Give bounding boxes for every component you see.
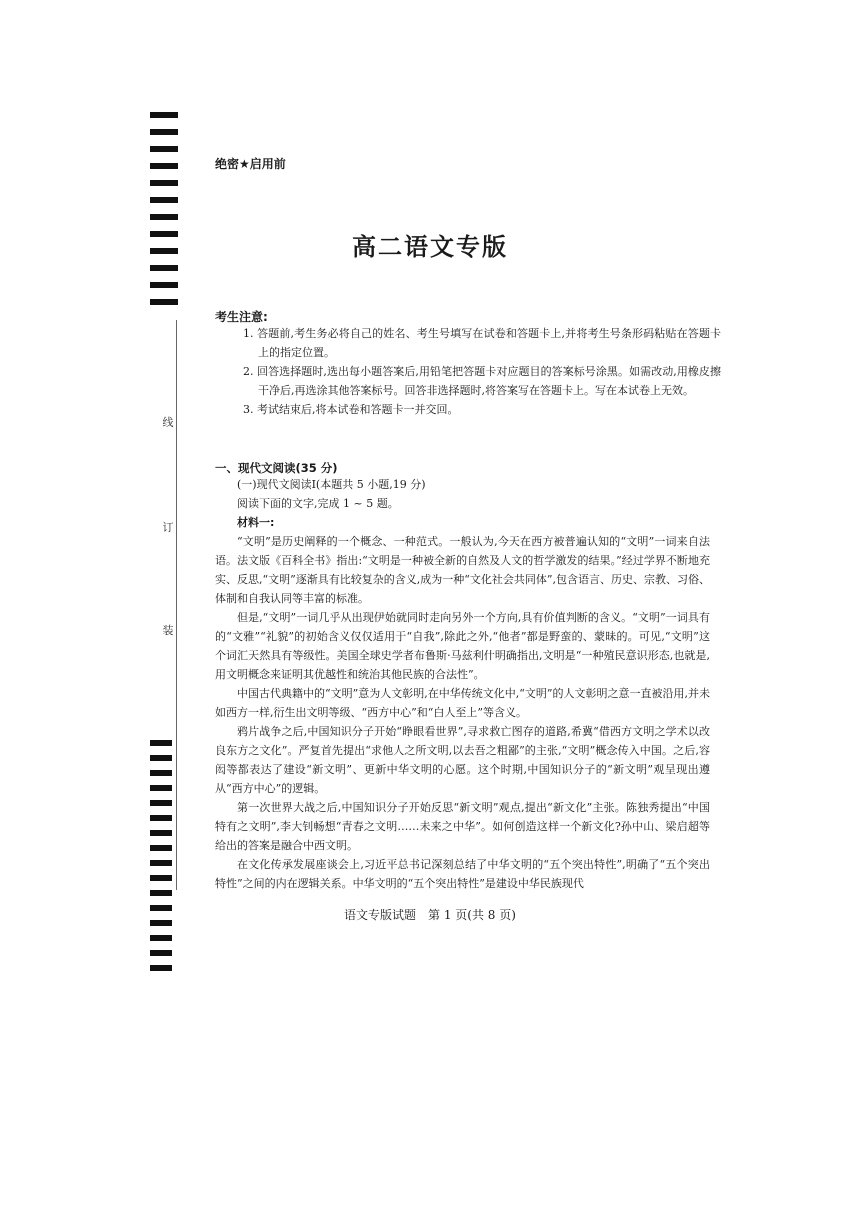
confidential-label: 绝密★启用前 xyxy=(215,157,286,171)
binding-bar xyxy=(150,800,172,806)
reading-instruction: 阅读下面的文字,完成 1 ~ 5 题。 xyxy=(237,497,399,510)
binding-bar xyxy=(150,935,172,941)
page-footer: 语文专版试题 第 1 页(共 8 页) xyxy=(344,908,516,922)
binding-bar xyxy=(150,950,172,956)
section-heading: 一、现代文阅读(35 分) xyxy=(215,461,338,475)
binding-label-line: 线 xyxy=(162,416,174,429)
binding-bar xyxy=(150,770,172,776)
binding-bar xyxy=(150,163,178,169)
binding-bar xyxy=(150,112,178,118)
binding-bar xyxy=(150,197,178,203)
page-title: 高二语文专版 xyxy=(352,233,508,261)
material-label xyxy=(215,513,710,532)
passage-paragraph: 在文化传承发展座谈会上,习近平总书记深刻总结了中华文明的“五个突出特性”,明确了“五个突出特性”之间的内在逻辑关系。中华文明的“五个突出特性”是建设中华民族现代 xyxy=(215,858,710,890)
binding-label-order: 订 xyxy=(162,521,174,534)
notice-list xyxy=(243,324,721,419)
binding-bar xyxy=(150,299,178,305)
binding-bar xyxy=(150,965,172,971)
notice-item: 3. 考试结束后,将本试卷和答题卡一并交回。 xyxy=(243,403,459,416)
binding-bar xyxy=(150,830,172,836)
binding-bar xyxy=(150,890,172,896)
notice-item: 2. 回答选择题时,选出每小题答案后,用铅笔把答题卡对应题目的答案标号涂黑。如需改动,用橡皮擦干净后,再选涂其他答案标号。回答非选择题时,将答案写在答题卡上。写在本试卷上无效。 xyxy=(243,365,721,397)
binding-bar xyxy=(150,129,178,135)
binding-bar xyxy=(150,860,172,866)
binding-bar xyxy=(150,282,178,288)
binding-bar xyxy=(150,214,178,220)
binding-line xyxy=(176,320,177,890)
passage-paragraph: “文明”是历史阐释的一个概念、一种范式。一般认为,今天在西方被普遍认知的“文明”一词来自法语。法文版《百科全书》指出:“文明是一种被全新的自然及人文的哲学激发的结果。”经过学界不断地充实、反思,“文明”逐渐具有比较复杂的含义,成为一种“文化社会共同体”,包含语言、历史、宗教、习俗、体制和自我认同等丰富的标准。 xyxy=(215,535,710,605)
binding-bar xyxy=(150,180,178,186)
notice-heading: 考生注意: xyxy=(215,310,268,324)
binding-bar xyxy=(150,146,178,152)
material-label-text: 材料一: xyxy=(237,516,275,529)
passage-paragraph: 第一次世界大战之后,中国知识分子开始反思“新文明”观点,提出“新文化”主张。陈独秀提出“中国特有之文明”,李大钊畅想“青春之文明……未来之中华”。如何创造这样一个新文化?孙中山、梁启超等给出的答案是融合中西文明。 xyxy=(215,801,710,852)
subsection-heading: (一)现代文阅读Ⅰ(本题共 5 小题,19 分) xyxy=(237,478,426,491)
binding-bar xyxy=(150,265,178,271)
passage-paragraph: 中国古代典籍中的“文明”意为人文彰明,在中华传统文化中,“文明”的人文彰明之意一直被沿用,并未如西方一样,衍生出文明等级、“西方中心”和“白人至上”等含义。 xyxy=(215,687,710,719)
binding-bar xyxy=(150,815,172,821)
binding-bar xyxy=(150,845,172,851)
binding-bar xyxy=(150,740,172,746)
binding-bar xyxy=(150,875,172,881)
binding-bar xyxy=(150,785,172,791)
reading-passage xyxy=(215,475,710,893)
passage-paragraph: 但是,“文明”一词几乎从出现伊始就同时走向另外一个方向,具有价值判断的含义。“文明”一词具有的“文雅”“礼貌”的初始含义仅仅适用于“自我”,除此之外,“他者”都是野蛮的、蒙昧的。可见,“文明”这个词汇天然具有等级性。美国全球史学者布鲁斯·马兹利什明确指出,文明是“一种殖民意识形态,也就是,用文明概念来证明其优越性和统治其他民族的合法性”。 xyxy=(215,611,710,681)
binding-bar xyxy=(150,755,172,761)
passage-paragraph: 鸦片战争之后,中国知识分子开始“睁眼看世界”,寻求救亡图存的道路,希冀“借西方文明之学术以改良东方之文化”。严复首先提出“求他人之所文明,以去吾之粗鄙”的主张,“文明”概念传入中国。之后,容闳等都表达了建设“新文明”、更新中华文明的心愿。这个时期,中国知识分子的“新文明”观呈现出遵从“西方中心”的逻辑。 xyxy=(215,725,710,795)
notice-item: 1. 答题前,考生务必将自己的姓名、考生号填写在试卷和答题卡上,并将考生号条形码粘贴在答题卡上的指定位置。 xyxy=(243,327,721,359)
binding-label-bind: 装 xyxy=(162,624,174,637)
